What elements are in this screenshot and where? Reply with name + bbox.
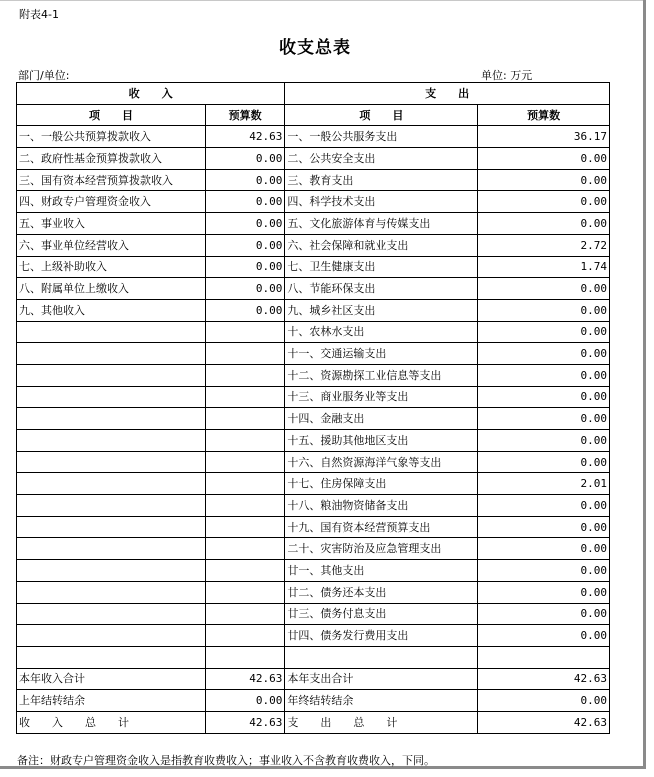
expense-value-cell: 0.00 — [478, 495, 610, 517]
footnote: 备注：财政专户管理资金收入是指教育收费收入；事业收入不含教育收费收入，下同。 — [17, 754, 435, 767]
income-value-cell: 0.00 — [205, 690, 284, 712]
expense-value-cell: 0.00 — [478, 191, 610, 213]
table-row — [17, 473, 610, 495]
expense-value-cell: 0.00 — [478, 213, 610, 235]
income-value-cell: 0.00 — [205, 256, 284, 278]
income-item-cell — [17, 495, 206, 517]
table-row — [17, 560, 610, 582]
income-item-cell: 四、财政专户管理资金收入 — [17, 191, 206, 213]
expense-value-cell: 0.00 — [478, 169, 610, 191]
income-value-cell — [205, 451, 284, 473]
page-title: 收支总表 — [279, 38, 351, 58]
table-row — [17, 256, 610, 278]
expense-item-cell: 年终结转结余 — [285, 690, 478, 712]
table-row — [17, 386, 610, 408]
income-value-cell: 0.00 — [205, 278, 284, 300]
expense-item-cell: 二十、灾害防治及应急管理支出 — [285, 538, 478, 560]
expense-value-cell: 0.00 — [478, 516, 610, 538]
income-value-cell — [205, 581, 284, 603]
expense-item-cell: 廿三、债务付息支出 — [285, 603, 478, 625]
income-item-cell: 二、政府性基金预算拨款收入 — [17, 148, 206, 170]
expense-value-cell: 42.63 — [478, 668, 610, 690]
expense-item-cell: 十二、资源勘探工业信息等支出 — [285, 364, 478, 386]
income-item-cell — [17, 473, 206, 495]
income-value-cell — [205, 495, 284, 517]
income-item-cell: 一、一般公共预算拨款收入 — [17, 126, 206, 148]
income-item-cell — [17, 516, 206, 538]
expense-item-cell: 十七、住房保障支出 — [285, 473, 478, 495]
expense-value-cell: 0.00 — [478, 278, 610, 300]
table-row — [17, 581, 610, 603]
expense-value-cell: 0.00 — [478, 603, 610, 625]
expense-item-cell: 廿四、债务发行费用支出 — [285, 625, 478, 647]
table-row — [17, 451, 610, 473]
income-item-cell — [17, 603, 206, 625]
income-value-cell: 0.00 — [205, 148, 284, 170]
expense-value-cell: 0.00 — [478, 560, 610, 582]
expense-header: 支 出 — [285, 83, 610, 105]
income-item-cell — [17, 560, 206, 582]
income-item-cell — [17, 321, 206, 343]
income-value-cell: 0.00 — [205, 234, 284, 256]
income-item-cell — [17, 364, 206, 386]
income-value-cell: 0.00 — [205, 213, 284, 235]
expense-item-cell: 二、公共安全支出 — [285, 148, 478, 170]
income-value-cell: 0.00 — [205, 169, 284, 191]
table-row — [17, 148, 610, 170]
income-value-cell — [205, 603, 284, 625]
table-row — [17, 343, 610, 365]
expense-item-cell: 五、文化旅游体育与传媒支出 — [285, 213, 478, 235]
table-row — [17, 191, 610, 213]
income-value-cell — [205, 473, 284, 495]
income-value-cell — [205, 646, 284, 668]
expense-item-cell: 支 出 总 计 — [285, 711, 478, 733]
expense-value-cell: 0.00 — [478, 430, 610, 452]
unit-label: 单位: 万元 — [481, 69, 533, 82]
table-row — [17, 321, 610, 343]
income-item-cell — [17, 430, 206, 452]
expense-item-cell: 九、城乡社区支出 — [285, 299, 478, 321]
expense-item-cell: 十四、金融支出 — [285, 408, 478, 430]
income-item-cell — [17, 386, 206, 408]
expense-value-cell: 0.00 — [478, 364, 610, 386]
expense-value-cell: 1.74 — [478, 256, 610, 278]
expense-item-cell: 十三、商业服务业等支出 — [285, 386, 478, 408]
income-value-cell — [205, 516, 284, 538]
income-item-cell — [17, 408, 206, 430]
table-row — [17, 495, 610, 517]
expense-item-cell: 七、卫生健康支出 — [285, 256, 478, 278]
income-value-cell: 42.63 — [205, 711, 284, 733]
income-value-cell — [205, 364, 284, 386]
expense-item-cell — [285, 646, 478, 668]
expense-item-cell: 十九、国有资本经营预算支出 — [285, 516, 478, 538]
expense-value-cell: 0.00 — [478, 690, 610, 712]
table-row — [17, 169, 610, 191]
income-item-cell: 九、其他收入 — [17, 299, 206, 321]
table-row — [17, 278, 610, 300]
expense-item-cell: 廿一、其他支出 — [285, 560, 478, 582]
table-row — [17, 430, 610, 452]
expense-budget-header: 预算数 — [478, 104, 610, 126]
expense-item-cell: 一、一般公共服务支出 — [285, 126, 478, 148]
expense-item-cell: 四、科学技术支出 — [285, 191, 478, 213]
income-item-cell: 八、附属单位上缴收入 — [17, 278, 206, 300]
expense-value-cell: 0.00 — [478, 451, 610, 473]
income-value-cell — [205, 625, 284, 647]
expense-value-cell: 36.17 — [478, 126, 610, 148]
expense-value-cell: 0.00 — [478, 148, 610, 170]
expense-value-cell: 0.00 — [478, 581, 610, 603]
income-value-cell — [205, 430, 284, 452]
income-item-cell: 六、事业单位经营收入 — [17, 234, 206, 256]
income-value-cell: 42.63 — [205, 126, 284, 148]
table-row — [17, 299, 610, 321]
income-item-cell: 上年结转结余 — [17, 690, 206, 712]
expense-item-cell: 十五、援助其他地区支出 — [285, 430, 478, 452]
expense-value-cell: 0.00 — [478, 321, 610, 343]
expense-value-cell: 0.00 — [478, 625, 610, 647]
table-row — [17, 126, 610, 148]
expense-value-cell: 0.00 — [478, 299, 610, 321]
income-item-cell: 本年收入合计 — [17, 668, 206, 690]
budget-table — [16, 82, 610, 734]
expense-value-cell: 2.72 — [478, 234, 610, 256]
income-value-cell — [205, 321, 284, 343]
expense-item-cell: 八、节能环保支出 — [285, 278, 478, 300]
income-item-cell — [17, 451, 206, 473]
expense-value-cell: 0.00 — [478, 343, 610, 365]
expense-value-cell — [478, 646, 610, 668]
table-row — [17, 603, 610, 625]
expense-item-cell: 三、教育支出 — [285, 169, 478, 191]
table-row — [17, 234, 610, 256]
section-header-row — [17, 83, 610, 105]
income-value-cell — [205, 343, 284, 365]
expense-value-cell: 0.00 — [478, 408, 610, 430]
income-item-cell: 三、国有资本经营预算拨款收入 — [17, 169, 206, 191]
income-item-cell: 五、事业收入 — [17, 213, 206, 235]
table-row — [17, 213, 610, 235]
table-row — [17, 646, 610, 668]
income-value-cell: 0.00 — [205, 191, 284, 213]
appendix-label: 附表4-1 — [19, 8, 59, 21]
income-item-cell — [17, 646, 206, 668]
income-header: 收 入 — [17, 83, 285, 105]
table-row — [17, 690, 610, 712]
table-row — [17, 711, 610, 733]
table-row — [17, 364, 610, 386]
table-row — [17, 408, 610, 430]
expense-item-cell: 廿二、债务还本支出 — [285, 581, 478, 603]
table-row — [17, 668, 610, 690]
income-value-cell: 0.00 — [205, 299, 284, 321]
expense-value-cell: 0.00 — [478, 538, 610, 560]
department-label: 部门/单位: — [18, 69, 70, 82]
income-item-header: 项 目 — [17, 104, 206, 126]
expense-item-cell: 十一、交通运输支出 — [285, 343, 478, 365]
table-row — [17, 516, 610, 538]
expense-value-cell: 2.01 — [478, 473, 610, 495]
income-item-cell: 七、上级补助收入 — [17, 256, 206, 278]
expense-item-header: 项 目 — [285, 104, 478, 126]
income-value-cell — [205, 408, 284, 430]
table-row — [17, 538, 610, 560]
expense-item-cell: 六、社会保障和就业支出 — [285, 234, 478, 256]
income-value-cell — [205, 538, 284, 560]
table-row — [17, 625, 610, 647]
expense-item-cell: 十六、自然资源海洋气象等支出 — [285, 451, 478, 473]
expense-item-cell: 本年支出合计 — [285, 668, 478, 690]
income-item-cell — [17, 625, 206, 647]
income-item-cell — [17, 343, 206, 365]
column-header-row — [17, 104, 610, 126]
income-item-cell — [17, 581, 206, 603]
expense-value-cell: 0.00 — [478, 386, 610, 408]
income-item-cell: 收 入 总 计 — [17, 711, 206, 733]
income-budget-header: 预算数 — [205, 104, 284, 126]
expense-value-cell: 42.63 — [478, 711, 610, 733]
income-value-cell — [205, 560, 284, 582]
expense-item-cell: 十八、粮油物资储备支出 — [285, 495, 478, 517]
income-item-cell — [17, 538, 206, 560]
expense-item-cell: 十、农林水支出 — [285, 321, 478, 343]
income-value-cell: 42.63 — [205, 668, 284, 690]
income-value-cell — [205, 386, 284, 408]
